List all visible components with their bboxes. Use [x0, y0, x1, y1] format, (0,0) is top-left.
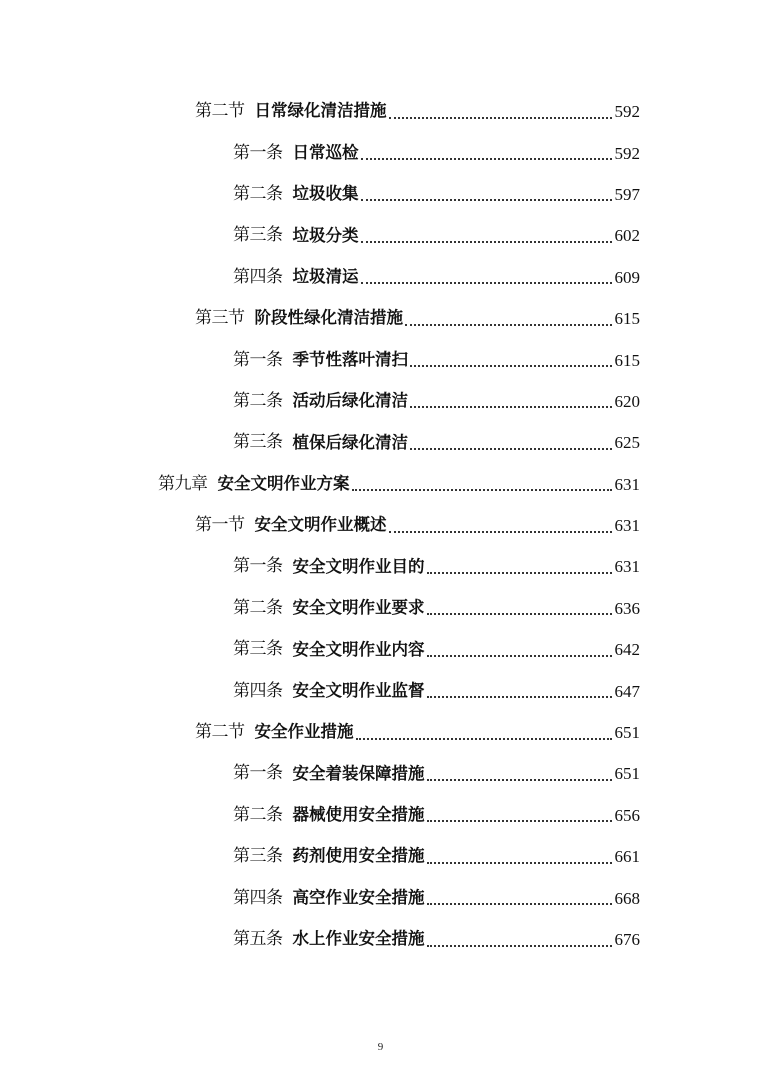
toc-entry-number: 第一节: [195, 515, 245, 536]
toc-entry[interactable]: [0, 257, 640, 298]
toc-entry-title: 药剂使用安全措施: [292, 846, 425, 866]
toc-entry[interactable]: [0, 505, 640, 546]
toc-entry-title: 日常绿化清洁措施: [254, 101, 387, 121]
toc-entry-number: 第二节: [195, 722, 245, 743]
toc-entry-number: 第四条: [233, 680, 283, 701]
toc-entry-title: 水上作业安全措施: [292, 929, 425, 949]
toc-entry-page: 620: [614, 391, 640, 411]
dot-leader: [427, 820, 612, 822]
toc-entry-page: 647: [614, 681, 640, 701]
toc-entry-title: 安全文明作业方案: [217, 473, 350, 493]
toc-entry-number: 第三条: [233, 846, 283, 867]
toc-entry-number: 第四条: [233, 266, 283, 287]
toc-entry-title: 季节性落叶清扫: [292, 349, 408, 369]
toc-entry-page: 597: [614, 184, 640, 204]
toc-entry-page: 656: [614, 805, 640, 825]
toc-entry-page: 661: [614, 847, 640, 867]
toc-entry-title: 安全文明作业要求: [292, 598, 425, 618]
toc-entry-page: 609: [614, 267, 640, 287]
dot-leader: [389, 117, 612, 119]
toc-entry-page: 592: [614, 102, 640, 122]
toc-entry[interactable]: [0, 298, 640, 339]
toc-entry-page: 592: [614, 143, 640, 163]
toc-entry-title: 安全文明作业目的: [292, 556, 425, 576]
toc-entry-number: 第三条: [233, 225, 283, 246]
toc-entry-page: 631: [614, 557, 640, 577]
toc-entry-number: 第二条: [233, 597, 283, 618]
toc-entry-number: 第二条: [233, 183, 283, 204]
toc-entry-number: 第五条: [233, 929, 283, 949]
toc-entry-number: 第三节: [195, 308, 245, 329]
toc-entry-title: 安全文明作业内容: [292, 639, 425, 659]
dot-leader: [410, 448, 612, 450]
toc-entry[interactable]: [0, 546, 640, 587]
toc-entry-number: 第九章: [158, 473, 208, 494]
toc-entry-number: 第一条: [233, 556, 283, 577]
toc-entry-number: 第二节: [195, 101, 245, 122]
toc-entry-title: 垃圾收集: [292, 184, 359, 204]
toc-entry[interactable]: [0, 753, 640, 794]
toc-entry-title: 植保后绿化清洁: [292, 432, 408, 452]
toc-entry-number: 第一条: [233, 763, 283, 784]
toc-entry-title: 阶段性绿化清洁措施: [254, 308, 403, 328]
dot-leader: [427, 945, 612, 947]
dot-leader: [361, 158, 612, 160]
toc-entry-number: 第二条: [233, 390, 283, 411]
toc-entry-title: 安全文明作业监督: [292, 680, 425, 700]
page-number: 9: [377, 1041, 384, 1053]
toc-entry-page: 615: [614, 309, 640, 329]
dot-leader: [361, 282, 612, 284]
toc-entry-title: 垃圾分类: [292, 225, 359, 245]
toc-entry-page: 636: [614, 598, 640, 618]
toc-entry[interactable]: [0, 215, 640, 256]
toc-entry[interactable]: [0, 339, 640, 380]
toc-entry[interactable]: [0, 712, 640, 753]
dot-leader: [427, 655, 612, 657]
toc-entry-page: 642: [614, 640, 640, 660]
toc-entry-number: 第三条: [233, 432, 283, 453]
toc-entry-number: 第四条: [233, 887, 283, 908]
toc-entry-page: 615: [614, 350, 640, 370]
dot-leader: [361, 199, 612, 201]
toc-entry[interactable]: [0, 795, 640, 836]
table-of-contents: [0, 91, 761, 960]
toc-entry[interactable]: [0, 422, 640, 463]
dot-leader: [427, 613, 612, 615]
toc-entry[interactable]: [0, 670, 640, 711]
toc-entry[interactable]: [0, 464, 640, 505]
toc-entry-title: 垃圾清运: [292, 267, 359, 286]
toc-entry-title: 活动后绿化清洁: [292, 391, 408, 411]
dot-leader: [410, 406, 612, 408]
toc-entry-title: 安全作业措施: [254, 722, 354, 742]
toc-entry-title: 安全着装保障措施: [292, 763, 425, 783]
toc-entry-title: 高空作业安全措施: [292, 887, 425, 907]
dot-leader: [361, 241, 612, 243]
toc-entry[interactable]: [0, 919, 640, 960]
toc-entry-title: 安全文明作业概述: [254, 515, 387, 535]
toc-entry-page: 676: [614, 930, 640, 949]
toc-entry[interactable]: [0, 629, 640, 670]
dot-leader: [427, 572, 612, 574]
toc-entry[interactable]: [0, 836, 640, 877]
dot-leader: [389, 531, 612, 533]
toc-entry-number: 第一条: [233, 349, 283, 370]
dot-leader: [352, 489, 612, 491]
toc-entry-title: 日常巡检: [292, 142, 359, 162]
toc-entry[interactable]: [0, 132, 640, 173]
toc-entry-number: 第二条: [233, 804, 283, 825]
toc-entry-number: 第三条: [233, 639, 283, 660]
dot-leader: [405, 324, 612, 326]
toc-entry[interactable]: [0, 174, 640, 215]
toc-entry[interactable]: [0, 877, 640, 918]
toc-entry-page: 631: [614, 474, 640, 494]
toc-entry-title: 器械使用安全措施: [292, 805, 425, 825]
dot-leader: [410, 365, 612, 367]
toc-entry[interactable]: [0, 588, 640, 629]
dot-leader: [427, 862, 612, 864]
dot-leader: [427, 903, 612, 905]
toc-entry-page: 651: [614, 723, 640, 743]
toc-entry-page: 668: [614, 888, 640, 908]
dot-leader: [356, 738, 612, 740]
toc-entry-page: 651: [614, 764, 640, 784]
toc-entry[interactable]: [0, 381, 640, 422]
toc-entry-page: 625: [614, 433, 640, 453]
dot-leader: [427, 696, 612, 698]
dot-leader: [427, 779, 612, 781]
toc-entry-number: 第一条: [233, 142, 283, 163]
toc-entry[interactable]: [0, 91, 640, 132]
toc-entry-page: 631: [614, 516, 640, 536]
toc-entry-page: 602: [614, 226, 640, 246]
